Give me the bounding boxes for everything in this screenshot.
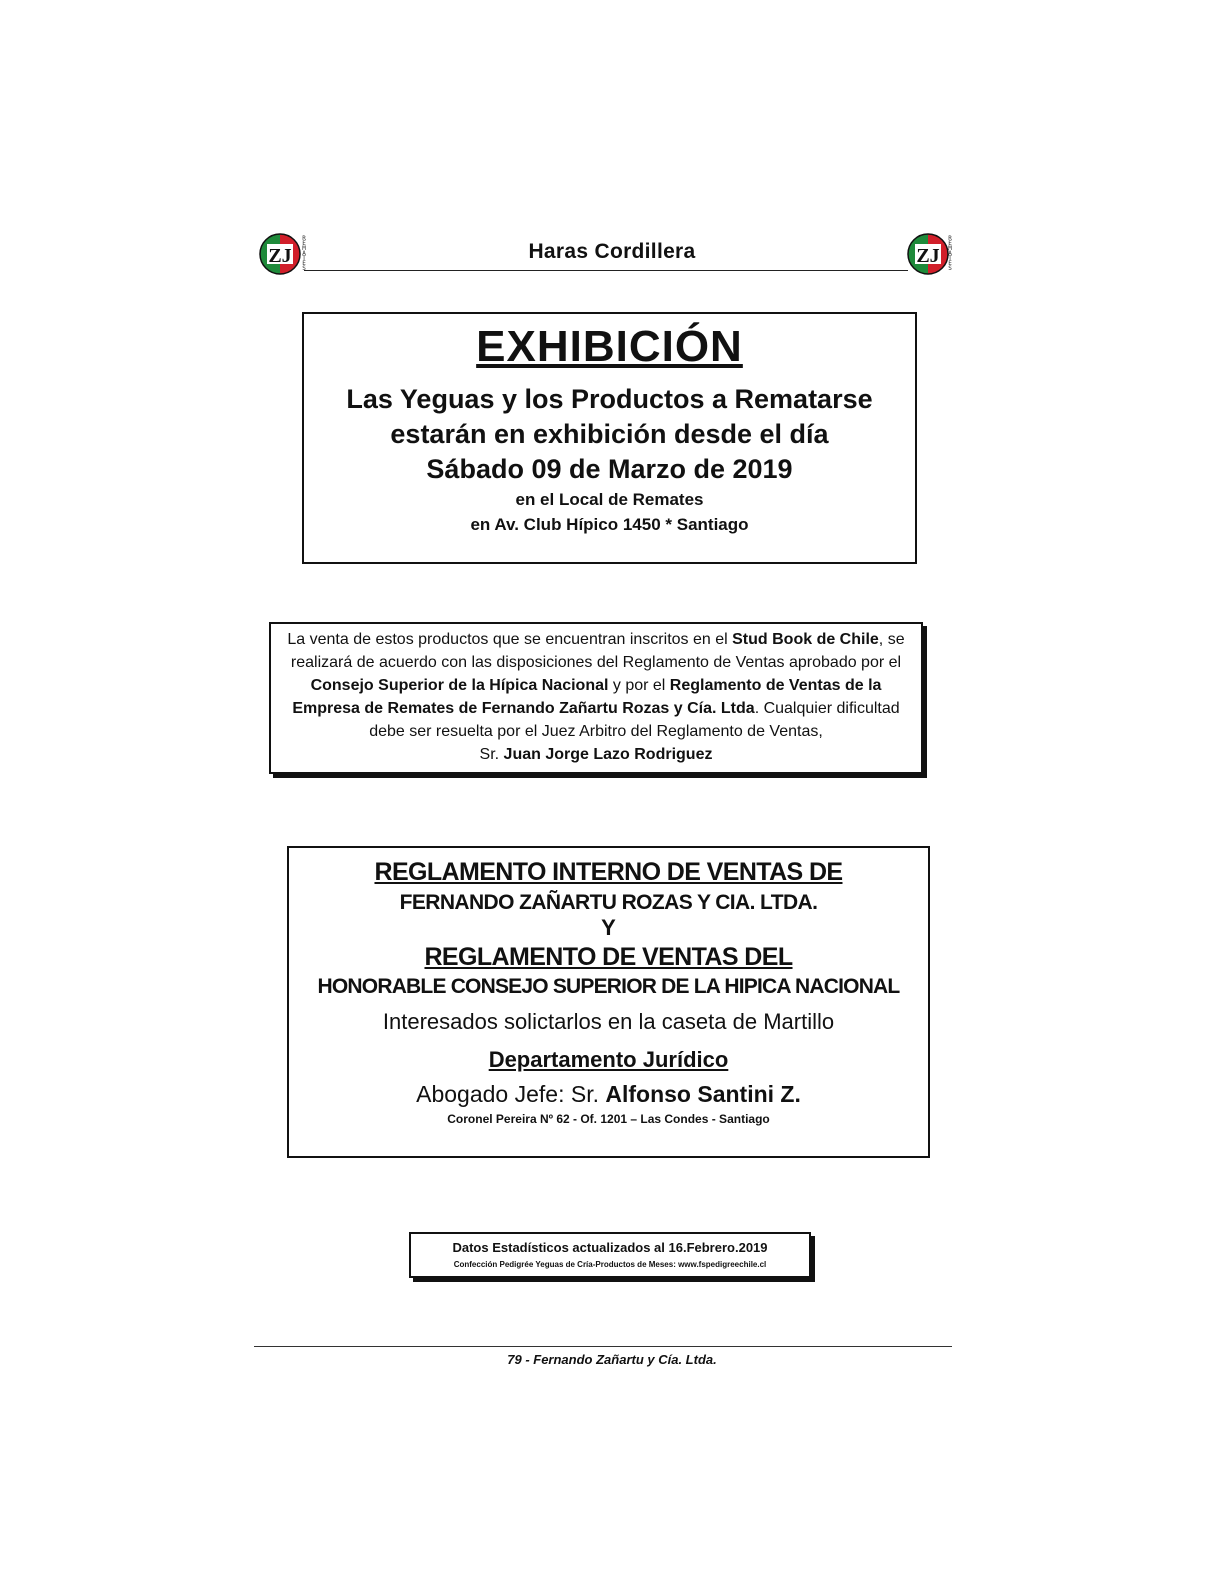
stud-book-name: Stud Book de Chile [732, 631, 879, 648]
reglamento-ventas-heading: REGLAMENTO DE VENTAS DEL [424, 943, 793, 971]
abogado-jefe [289, 1081, 928, 1108]
abogado-address: Coronel Pereira Nº 62 - Of. 1201 – Las Condes - Santiago [447, 1112, 770, 1126]
consejo-heading: HONORABLE CONSEJO SUPERIOR DE LA HIPICA NACIONAL [317, 975, 900, 998]
interesados-note: Interesados solictarlos en la caseta de Martillo [382, 1009, 835, 1034]
departamento-juridico: Departamento Jurídico [488, 1047, 729, 1072]
left-logo-tag: R E M A T E S [302, 235, 306, 272]
reglamento-box [287, 846, 930, 1158]
juez-arbitro-name: Juan Jorge Lazo Rodriguez [503, 746, 713, 763]
exhibicion-title: EXHIBICIÓN [476, 322, 743, 371]
abogado-name: Alfonso Santini Z. [605, 1081, 801, 1107]
empresa-name: FERNANDO ZAÑARTU ROZAS Y CIA. LTDA. [399, 891, 818, 914]
logo-letters: ZJ [268, 245, 292, 267]
reglamento-empresa-name: Reglamento de Ventas de la Empresa de Remates de Fernando Zañartu Rozas y Cía. Ltda [292, 677, 882, 717]
venta-terms-paragraph [271, 628, 921, 766]
datos-update-line: Datos Estadísticos actualizados al 16.Febrero.2019 [452, 1240, 768, 1255]
footer-divider [254, 1346, 952, 1347]
reglamento-interno-heading: REGLAMENTO INTERNO DE VENTAS DE [374, 858, 843, 886]
venta-text-1: La venta de estos productos que se encuentran inscritos en el [287, 631, 733, 648]
datos-estadisticos-box [409, 1232, 811, 1278]
pedigree-credit-line: Confección Pedigrée Yeguas de Cría-Productos de Meses: www.fspedigreechile.cl [453, 1260, 767, 1269]
page-header-title: Haras Cordillera [528, 240, 696, 263]
venta-text-5: Sr. [479, 746, 504, 763]
right-logo-tag: R E M A T E S [948, 235, 952, 272]
conjunction-y: Y [601, 915, 616, 940]
exhibicion-address: en Av. Club Hípico 1450 * Santiago [470, 515, 749, 534]
venta-text-3: y por el [608, 677, 670, 694]
exhibicion-line-1: Las Yeguas y los Productos a Rematarse [346, 384, 873, 414]
exhibicion-date: Sábado 09 de Marzo de 2019 [426, 454, 793, 484]
exhibicion-venue: en el Local de Remates [515, 490, 704, 509]
page-footer: 79 - Fernando Zañartu y Cía. Ltda. [507, 1352, 717, 1367]
venta-terms-box [269, 622, 923, 774]
consejo-name: Consejo Superior de la Hípica Nacional [310, 677, 609, 694]
header-divider [304, 270, 908, 271]
logo-letters: ZJ [916, 245, 940, 267]
venta-text-4: . Cualquier dificultad debe ser resuelta por el Juez Arbitro del Reglamento de Ventas, [369, 700, 900, 740]
exhibicion-box [302, 312, 917, 564]
venta-text-2: , se realizará de acuerdo con las disposiciones del Reglamento de Ventas aprobado por el [290, 631, 905, 671]
abogado-label: Abogado Jefe: Sr. [416, 1081, 606, 1107]
exhibicion-line-2: estarán en exhibición desde el día [390, 419, 829, 449]
